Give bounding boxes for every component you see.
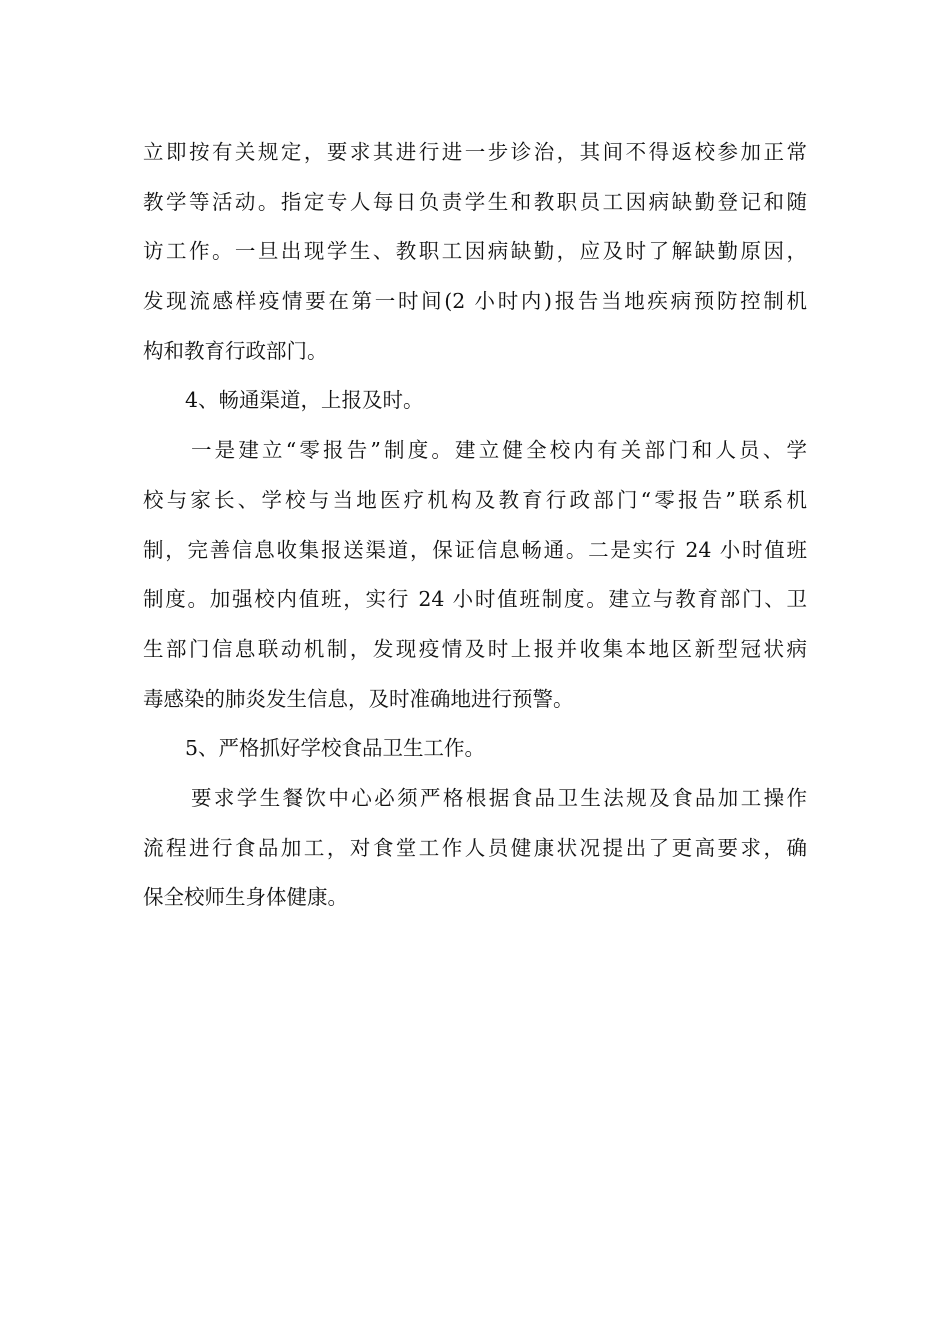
text-line: 流程进行食品加工，对食堂工作人员健康状况提出了更高要求，确 (143, 835, 807, 860)
document-body (143, 128, 807, 923)
text-line: 保全校师生身体健康。 (143, 885, 348, 910)
section-heading-5: 5、严格抓好学校食品卫生工作。 (185, 736, 486, 761)
text-line: 制度。加强校内值班，实行 24 小时值班制度。建立与教育部门、卫 (143, 587, 807, 612)
text-line: 一是建立“零报告”制度。建立健全校内有关部门和人员、学 (191, 438, 807, 463)
section-heading-4: 4、畅通渠道，上报及时。 (185, 388, 424, 413)
text-line: 访工作。一旦出现学生、教职工因病缺勤，应及时了解缺勤原因， (143, 239, 807, 264)
text-line: 教学等活动。指定专人每日负责学生和教职员工因病缺勤登记和随 (143, 189, 807, 214)
text-line: 毒感染的肺炎发生信息，及时准确地进行预警。 (143, 686, 574, 711)
text-line: 构和教育行政部门。 (143, 338, 328, 363)
text-line: 立即按有关规定，要求其进行进一步诊治，其间不得返校参加正常 (143, 140, 807, 164)
text-line: 生部门信息联动机制，发现疫情及时上报并收集本地区新型冠状病 (143, 636, 807, 661)
text-line: 校与家长、学校与当地医疗机构及教育行政部门“零报告”联系机 (143, 487, 807, 512)
text-line: 要求学生餐饮中心必须严格根据食品卫生法规及食品加工操作 (191, 785, 807, 810)
text-line: 发现流感样疫情要在第一时间(2 小时内)报告当地疾病预防控制机 (143, 289, 807, 314)
text-line: 制，完善信息收集报送渠道，保证信息畅通。二是实行 24 小时值班 (143, 537, 807, 562)
